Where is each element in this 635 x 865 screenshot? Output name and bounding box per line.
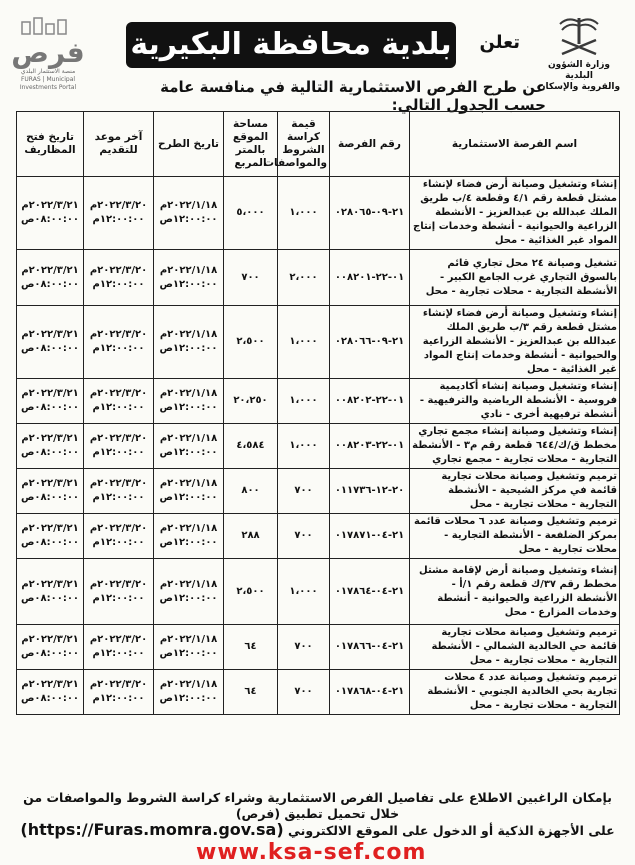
opening-date-cell	[17, 424, 84, 469]
opportunity-name-cell-text: إنشاء وتشغيل وصيانة أرض فضاء لإنشاء مشتل قطعة رقم ٤/١ وقطعة ٤/ب طريق الملك عبدالله بن عبدالعزيز - الأنشطة الزراعية والحيوانية - أنشطة وخدمات إنتاج المواد غير الغذائية - محل	[413, 179, 617, 246]
opening-date-cell	[17, 177, 84, 250]
offer-date-cell-text: ٢٠٢٢/١/١٨م	[159, 329, 218, 340]
deadline-cell	[84, 469, 154, 514]
opportunity-number-cell	[330, 625, 410, 670]
opportunity-number-cell	[330, 559, 410, 625]
deadline-cell	[84, 306, 154, 379]
opening-date-cell-text: ٠٨:٠٠:٠٠ص	[20, 447, 80, 458]
opening-date-cell-text: ٠٨:٠٠:٠٠ص	[20, 648, 80, 659]
site-area-cell	[224, 670, 278, 715]
site-area-cell-text: ٤،٥٨٤	[236, 440, 265, 451]
offer-date-cell-text: ١٢:٠٠:٠٠ص	[159, 492, 218, 503]
opportunity-number-cell-text: ٢١-٠٤-٠١٧٨٦٨	[334, 686, 405, 697]
ad-header	[6, 6, 629, 114]
col-header-deadline: آخر موعد للتقديم	[84, 112, 154, 177]
opening-date-cell-text: ٢٠٢٢/٣/٢١م	[21, 264, 79, 276]
deadline-cell-text: ١٢:٠٠:٠٠م	[92, 343, 145, 354]
deadline-cell-text: ٢٠٢٢/٣/٢٠م	[89, 478, 148, 489]
opportunity-number-cell-text: ٠١-٢٢-٠٠٨٢٠٣	[334, 440, 405, 451]
opportunity-name-cell-text: ترميم وتشغيل وصيانة محلات تجارية قائمة حي الخالدية الشمالي - الأنشطة التجارية - محلات تجارية - محل	[431, 627, 617, 666]
opening-date-cell-text: ٢٠٢٢/٣/٢١م	[21, 634, 79, 645]
table-header-row	[17, 112, 620, 177]
deadline-cell-text: ١٢:٠٠:٠٠م	[92, 278, 145, 290]
site-area-cell	[224, 250, 278, 306]
opportunity-name-cell-text: تشغيل وصيانة ٢٤ محل تجاري قائم بالسوق التجاري غرب الجامع الكبير - الأنشطة التجارية - محلات تجارية - محل	[425, 257, 617, 297]
opening-date-cell-text: ٢٠٢٢/٣/٢١م	[21, 523, 79, 534]
deadline-cell-text: ١٢:٠٠:٠٠م	[92, 447, 145, 458]
booklet-fee-cell-text: ٧٠٠	[294, 641, 313, 652]
opening-date-cell	[17, 250, 84, 306]
booklet-fee-cell-text: ٧٠٠	[294, 686, 313, 697]
offer-date-cell-text: ٢٠٢٢/١/١٨م	[159, 634, 218, 645]
booklet-fee-cell	[278, 424, 330, 469]
deadline-cell-text: ٢٠٢٢/٣/٢٠م	[89, 329, 148, 340]
deadline-cell	[84, 379, 154, 424]
site-area-cell-text: ٧٠٠	[241, 271, 260, 283]
site-area-cell-text: ٢،٥٠٠	[236, 336, 265, 347]
deadline-cell-text: ١٢:٠٠:٠٠م	[92, 537, 145, 548]
site-area-cell	[224, 559, 278, 625]
opportunity-name-cell	[410, 177, 620, 250]
opportunity-name-cell	[410, 514, 620, 559]
opportunity-number-cell-text: ٢١-٠٤-٠١٧٨٦٤	[334, 585, 405, 597]
ministry-logo	[533, 14, 625, 100]
site-area-cell-text: ٦٤	[244, 686, 257, 697]
booklet-fee-cell	[278, 177, 330, 250]
opening-date-cell-text: ٠٨:٠٠:٠٠ص	[20, 693, 80, 704]
offer-date-cell-text: ٢٠٢٢/١/١٨م	[159, 478, 218, 489]
ministry-name-line2: والقروية والإسكان	[537, 82, 621, 92]
furas-logo	[8, 16, 88, 96]
deadline-cell	[84, 670, 154, 715]
opportunity-number-cell	[330, 670, 410, 715]
booklet-fee-cell	[278, 469, 330, 514]
table-row	[17, 559, 620, 625]
site-area-cell	[224, 469, 278, 514]
deadline-cell-text: ٢٠٢٢/٣/٢٠م	[89, 433, 148, 444]
table-row	[17, 469, 620, 514]
ministry-name-line1: وزارة الشؤون البلدية	[547, 60, 611, 81]
offer-date-cell	[154, 469, 224, 514]
opening-date-cell	[17, 306, 84, 379]
city-skyline-icon	[16, 16, 80, 34]
offer-date-cell-text: ٢٠٢٢/١/١٨م	[159, 523, 218, 534]
deadline-cell-text: ١٢:٠٠:٠٠م	[92, 648, 145, 659]
opportunity-name-cell-text: إنشاء وتشغيل وصيانة أرض فضاء لإنشاء مشتل قطعة رقم ٣/ب طريق الملك عبدالله بن عبدالعزيز - الأنشطة الزراعية والحيوانية - أنشطة وخدمات إنتاج المواد غير الغذائية - محل	[422, 308, 617, 375]
opportunity-name-cell	[410, 559, 620, 625]
furas-logo-sub1: منصة الاستثمار البلدي	[20, 68, 76, 75]
opening-date-cell	[17, 559, 84, 625]
announcement-subtitle: عن طرح الفرص الاستثمارية التالية في منافسة عامة حسب الجدول التالي:	[160, 78, 546, 114]
footer-note	[14, 790, 621, 839]
table-row	[17, 177, 620, 250]
opening-date-cell	[17, 379, 84, 424]
table-row	[17, 379, 620, 424]
site-area-cell	[224, 177, 278, 250]
opportunity-number-cell-text: ٢١-٠٩-٠٢٨٠٦٥	[334, 207, 405, 218]
offer-date-cell-text: ٢٠٢٢/١/١٨م	[159, 679, 218, 690]
offer-date-cell-text: ١٢:٠٠:٠٠ص	[159, 447, 218, 458]
deadline-cell-text: ١٢:٠٠:٠٠م	[92, 592, 145, 604]
opportunity-number-cell-text: ٢١-٠٤-٠١٧٨٧١	[334, 530, 405, 541]
booklet-fee-cell-text: ١،٠٠٠	[289, 395, 318, 406]
opportunity-number-cell-text: ٠١-٢٢-٠٠٨٢٠١	[334, 271, 405, 283]
site-area-cell	[224, 625, 278, 670]
site-area-cell-text: ٢،٥٠٠	[236, 585, 265, 597]
offer-date-cell	[154, 379, 224, 424]
deadline-cell	[84, 559, 154, 625]
booklet-fee-cell	[278, 250, 330, 306]
col-header-site-area: مساحة الموقع بالمتر المربع	[224, 112, 278, 177]
booklet-fee-cell	[278, 306, 330, 379]
opportunity-name-cell	[410, 670, 620, 715]
booklet-fee-cell	[278, 625, 330, 670]
furas-logo-text: فرص	[11, 36, 85, 69]
site-area-cell	[224, 379, 278, 424]
table-row	[17, 670, 620, 715]
opportunity-number-cell-text: ٠١-٢٢-٠٠٨٢٠٢	[334, 395, 405, 406]
col-header-offer-date: تاريخ الطرح	[154, 112, 224, 177]
deadline-cell	[84, 514, 154, 559]
booklet-fee-cell-text: ٧٠٠	[294, 530, 313, 541]
booklet-fee-cell-text: ١،٠٠٠	[289, 207, 318, 218]
opportunity-name-cell-text: إنشاء وتشغيل وصيانة أرض لإقامة مشتل مخطط رقم ٣٧/ك قطعة رقم ١/أ - الأنشطة الزراعية والحيوانية - أنشطة وخدمات المزارع - محل	[419, 564, 617, 618]
offer-date-cell	[154, 514, 224, 559]
table-row	[17, 625, 620, 670]
opportunity-name-cell	[410, 379, 620, 424]
col-header-opportunity-name: اسم الفرصة الاستثمارية	[410, 112, 620, 177]
site-area-cell-text: ٥،٠٠٠	[236, 207, 265, 218]
offer-date-cell-text: ١٢:٠٠:٠٠ص	[159, 278, 218, 290]
title-block	[126, 18, 526, 72]
offer-date-cell	[154, 250, 224, 306]
opening-date-cell	[17, 670, 84, 715]
offer-date-cell-text: ١٢:٠٠:٠٠ص	[159, 693, 218, 704]
opening-date-cell-text: ٢٠٢٢/٣/٢١م	[21, 478, 79, 489]
offer-date-cell	[154, 670, 224, 715]
opportunity-number-cell	[330, 250, 410, 306]
offer-date-cell	[154, 177, 224, 250]
furas-website-link[interactable]: (https://Furas.momra.gov.sa)	[20, 820, 284, 839]
site-area-cell-text: ٢٨٨	[241, 530, 260, 541]
opening-date-cell-text: ٠٨:٠٠:٠٠ص	[20, 492, 80, 503]
col-header-booklet-fee: قيمة كراسة الشروط والمواصفات	[278, 112, 330, 177]
opening-date-cell-text: ٠٨:٠٠:٠٠ص	[20, 278, 80, 290]
opening-date-cell-text: ٠٨:٠٠:٠٠ص	[20, 402, 80, 413]
col-header-opportunity-number: رقم الفرصة	[330, 112, 410, 177]
opportunity-number-cell-text: ٢١-٠٩-٠٢٨٠٦٦	[334, 336, 405, 347]
booklet-fee-cell-text: ١،٠٠٠	[289, 585, 318, 597]
deadline-cell-text: ٢٠٢٢/٣/٢٠م	[89, 634, 148, 645]
opportunity-name-cell-text: إنشاء وتشغيل وصيانة إنشاء مجمع تجاري مخطط ق/ك/٦٤٤ قطعة رقم م٣ - الأنشطة التجارية - محلات تجارية - مجمع تجاري	[412, 426, 617, 465]
offer-date-cell-text: ١٢:٠٠:٠٠ص	[159, 343, 218, 354]
booklet-fee-cell	[278, 559, 330, 625]
opportunity-name-cell	[410, 250, 620, 306]
opportunity-number-cell	[330, 469, 410, 514]
opportunity-number-cell	[330, 514, 410, 559]
offer-date-cell-text: ٢٠٢٢/١/١٨م	[159, 433, 218, 444]
site-area-cell-text: ٦٤	[244, 641, 257, 652]
deadline-cell	[84, 625, 154, 670]
deadline-cell	[84, 177, 154, 250]
booklet-fee-cell	[278, 670, 330, 715]
site-area-cell	[224, 514, 278, 559]
deadline-cell-text: ٢٠٢٢/٣/٢٠م	[89, 523, 148, 534]
opening-date-cell-text: ٢٠٢٢/٣/٢١م	[21, 578, 79, 590]
offer-date-cell	[154, 306, 224, 379]
title-prefix: تعلن	[479, 32, 520, 53]
opportunity-number-cell-text: ٢٠-١٢-٠١١٧٣٦	[334, 485, 405, 496]
opportunities-table	[16, 111, 620, 715]
deadline-cell-text: ١٢:٠٠:٠٠م	[92, 402, 145, 413]
opening-date-cell-text: ٢٠٢٢/٣/٢١م	[21, 329, 79, 340]
deadline-cell-text: ١٢:٠٠:٠٠م	[92, 214, 145, 225]
opportunity-name-cell	[410, 469, 620, 514]
opportunity-name-cell-text: ترميم وتشغيل وصيانة عدد ٤ محلات تجارية بحي الخالدية الجنوبي - الأنشطة التجارية - محلات تجارية - محل	[427, 672, 617, 711]
offer-date-cell-text: ١٢:٠٠:٠٠ص	[159, 402, 218, 413]
deadline-cell	[84, 250, 154, 306]
opening-date-cell-text: ٢٠٢٢/٣/٢١م	[21, 679, 79, 690]
page-title: بلدية محافظة البكيرية	[126, 22, 456, 68]
offer-date-cell-text: ٢٠٢٢/١/١٨م	[159, 200, 218, 211]
offer-date-cell	[154, 559, 224, 625]
opportunity-number-cell	[330, 424, 410, 469]
deadline-cell-text: ٢٠٢٢/٣/٢٠م	[89, 264, 148, 276]
opening-date-cell-text: ٢٠٢٢/٣/٢١م	[21, 433, 79, 444]
deadline-cell-text: ٢٠٢٢/٣/٢٠م	[89, 200, 148, 211]
offer-date-cell-text: ١٢:٠٠:٠٠ص	[159, 648, 218, 659]
deadline-cell	[84, 424, 154, 469]
booklet-fee-cell	[278, 514, 330, 559]
offer-date-cell-text: ١٢:٠٠:٠٠ص	[159, 537, 218, 548]
footer-line1: بإمكان الراغبين الاطلاع على تفاصيل الفرص الاستثمارية وشراء كراسة الشروط والمواصفات من خلال تحميل تطبيق (فرص)	[23, 790, 612, 821]
offer-date-cell-text: ٢٠٢٢/١/١٨م	[159, 264, 218, 276]
watermark: www.ksa-sef.com	[196, 840, 427, 865]
deadline-cell-text: ٢٠٢٢/٣/٢٠م	[89, 578, 148, 590]
opportunity-name-cell-text: ترميم وتشغيل وصيانة محلات تجارية قائمة في مركز الشيحية - الأنشطة التجارية - محلات تجارية - محل	[441, 471, 617, 510]
offer-date-cell-text: ٢٠٢٢/١/١٨م	[159, 388, 218, 399]
furas-logo-sub2: FURAS | Municipal Investments Portal	[19, 76, 77, 91]
table-row	[17, 250, 620, 306]
deadline-cell-text: ٢٠٢٢/٣/٢٠م	[89, 679, 148, 690]
opportunity-number-cell	[330, 177, 410, 250]
offer-date-cell-text: ٢٠٢٢/١/١٨م	[159, 578, 218, 590]
offer-date-cell	[154, 625, 224, 670]
offer-date-cell	[154, 424, 224, 469]
booklet-fee-cell-text: ٢،٠٠٠	[289, 271, 318, 283]
opportunity-name-cell	[410, 306, 620, 379]
opportunity-number-cell	[330, 306, 410, 379]
opportunity-name-cell	[410, 625, 620, 670]
footer-line2: على الأجهزة الذكية أو الدخول على الموقع الالكتروني	[288, 823, 615, 838]
site-area-cell-text: ٨٠٠	[241, 485, 260, 496]
opening-date-cell-text: ٠٨:٠٠:٠٠ص	[20, 537, 80, 548]
offer-date-cell-text: ١٢:٠٠:٠٠ص	[159, 592, 218, 604]
site-area-cell-text: ٢٠،٢٥٠	[233, 395, 268, 406]
site-area-cell	[224, 424, 278, 469]
table-row	[17, 424, 620, 469]
booklet-fee-cell	[278, 379, 330, 424]
opening-date-cell-text: ٢٠٢٢/٣/٢١م	[21, 200, 79, 211]
opening-date-cell	[17, 469, 84, 514]
col-header-opening-date: تاريخ فتح المظاريف	[17, 112, 84, 177]
palm-swords-emblem-icon	[554, 14, 604, 60]
opening-date-cell	[17, 514, 84, 559]
opportunity-number-cell-text: ٢١-٠٤-٠١٧٨٦٦	[334, 641, 405, 652]
deadline-cell-text: ١٢:٠٠:٠٠م	[92, 492, 145, 503]
site-area-cell	[224, 306, 278, 379]
booklet-fee-cell-text: ٧٠٠	[294, 485, 313, 496]
opportunity-name-cell-text: إنشاء وتشغيل وصيانة إنشاء أكاديمية فروسية - الأنشطة الرياضية والترفيهية - أنشطة ترفيهية أخرى - نادي	[419, 381, 617, 420]
booklet-fee-cell-text: ١،٠٠٠	[289, 336, 318, 347]
table-row	[17, 306, 620, 379]
opportunity-number-cell	[330, 379, 410, 424]
booklet-fee-cell-text: ١،٠٠٠	[289, 440, 318, 451]
opportunity-name-cell	[410, 424, 620, 469]
table-row	[17, 514, 620, 559]
opening-date-cell	[17, 625, 84, 670]
opportunity-name-cell-text: ترميم وتشغيل وصيانة عدد ٦ محلات قائمة بمركز الضلفعة - الأنشطة التجارية - محلات تجارية - محل	[413, 516, 617, 555]
deadline-cell-text: ١٢:٠٠:٠٠م	[92, 693, 145, 704]
opening-date-cell-text: ٠٨:٠٠:٠٠ص	[20, 592, 80, 604]
opening-date-cell-text: ٢٠٢٢/٣/٢١م	[21, 388, 79, 399]
opening-date-cell-text: ٠٨:٠٠:٠٠ص	[20, 343, 80, 354]
offer-date-cell-text: ١٢:٠٠:٠٠ص	[159, 214, 218, 225]
deadline-cell-text: ٢٠٢٢/٣/٢٠م	[89, 388, 148, 399]
opening-date-cell-text: ٠٨:٠٠:٠٠ص	[20, 214, 80, 225]
